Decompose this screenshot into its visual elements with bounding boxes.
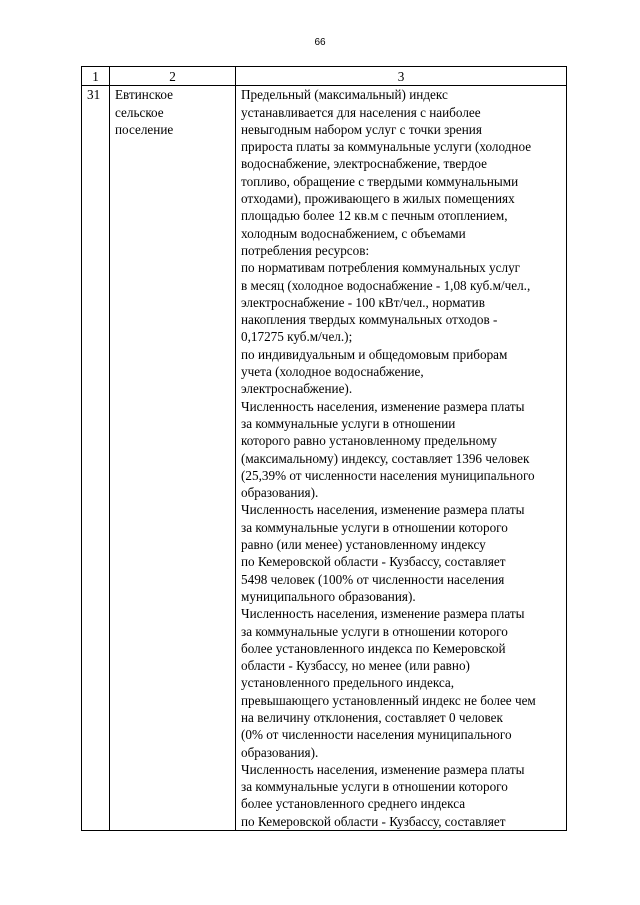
settlement-name-cell — [110, 86, 236, 831]
description-line: равно (или менее) установленному индексу — [241, 537, 486, 553]
settlement-name-line: Евтинское — [115, 87, 174, 103]
description-line: на величину отклонения, составляет 0 человек — [241, 709, 503, 725]
description-line: которого равно установленному предельному — [241, 433, 498, 449]
description-line: муниципального образования). — [241, 588, 416, 604]
description-line: по индивидуальным и общедомовым приборам — [241, 346, 508, 362]
description-line: площадью более 12 кв.м с печным отоплением, — [241, 208, 508, 224]
document-table — [81, 66, 567, 831]
description-line: Численность населения, изменение размера платы — [241, 502, 525, 518]
description-line: электроснабжение). — [241, 381, 353, 397]
page-number: 66 — [314, 37, 326, 48]
description-line: области - Кузбассу, но менее (или равно) — [241, 658, 470, 674]
description-line: за коммунальные услуги в отношении которого — [241, 623, 508, 639]
description-line: в месяц (холодное водоснабжение - 1,08 куб.м/чел., — [241, 277, 531, 293]
table-header-row — [82, 67, 567, 86]
description-line: водоснабжение, электроснабжение, твердое — [241, 156, 488, 172]
description-line: образования). — [241, 485, 319, 501]
description-line: электроснабжение - 100 кВт/чел., норматив — [241, 294, 485, 310]
row-number: 31 — [87, 87, 101, 103]
row-number-cell — [82, 86, 110, 831]
column-header-3: 3 — [236, 67, 567, 86]
settlement-name-line: сельское — [115, 104, 164, 120]
description-line: Численность населения, изменение размера платы — [241, 398, 525, 414]
description-line: учета (холодное водоснабжение, — [241, 364, 424, 380]
description-cell — [236, 86, 567, 831]
description-line: более установленного среднего индекса — [241, 796, 466, 812]
description-line: 0,17275 куб.м/чел.); — [241, 329, 353, 345]
description-line: (25,39% от численности населения муниципального — [241, 467, 535, 483]
description-line: Предельный (максимальный) индекс — [241, 87, 448, 103]
description-line: образования). — [241, 744, 319, 760]
description-line: невыгодным набором услуг с точки зрения — [241, 121, 482, 137]
description-line: за коммунальные услуги в отношении которого — [241, 779, 508, 795]
column-header-2: 2 — [110, 67, 236, 86]
description-line: прироста платы за коммунальные услуги (холодное — [241, 139, 532, 155]
description-line: 5498 человек (100% от численности населения — [241, 571, 505, 587]
description-line: потребления ресурсов: — [241, 242, 370, 258]
description-line: Численность населения, изменение размера платы — [241, 761, 525, 777]
description-line: холодным водоснабжением, с объемами — [241, 225, 466, 241]
description-line: устанавливается для населения с наиболее — [241, 104, 481, 120]
table-row — [82, 86, 567, 831]
description-line: отходами), проживающего в жилых помещениях — [241, 191, 515, 207]
description-line: по нормативам потребления коммунальных услуг — [241, 260, 521, 276]
description-line: за коммунальные услуги в отношении которого — [241, 519, 508, 535]
description-line: превышающего установленный индекс не более чем — [241, 692, 536, 708]
description-line: более установленного индекса по Кемеровской — [241, 640, 506, 656]
column-header-1: 1 — [82, 67, 110, 86]
description-line: накопления твердых коммунальных отходов - — [241, 312, 498, 328]
description-line: (0% от численности населения муниципального — [241, 727, 512, 743]
settlement-name-line: поселение — [115, 121, 174, 137]
description-line: установленного предельного индекса, — [241, 675, 455, 691]
description-line: (максимальному) индексу, составляет 1396 человек — [241, 450, 530, 466]
description-line: по Кемеровской области - Кузбассу, составляет — [241, 554, 506, 570]
description-line: по Кемеровской области - Кузбассу, составляет — [241, 813, 506, 829]
description-line: Численность населения, изменение размера платы — [241, 606, 525, 622]
description-line: топливо, обращение с твердыми коммунальными — [241, 173, 519, 189]
description-line: за коммунальные услуги в отношении — [241, 415, 456, 431]
